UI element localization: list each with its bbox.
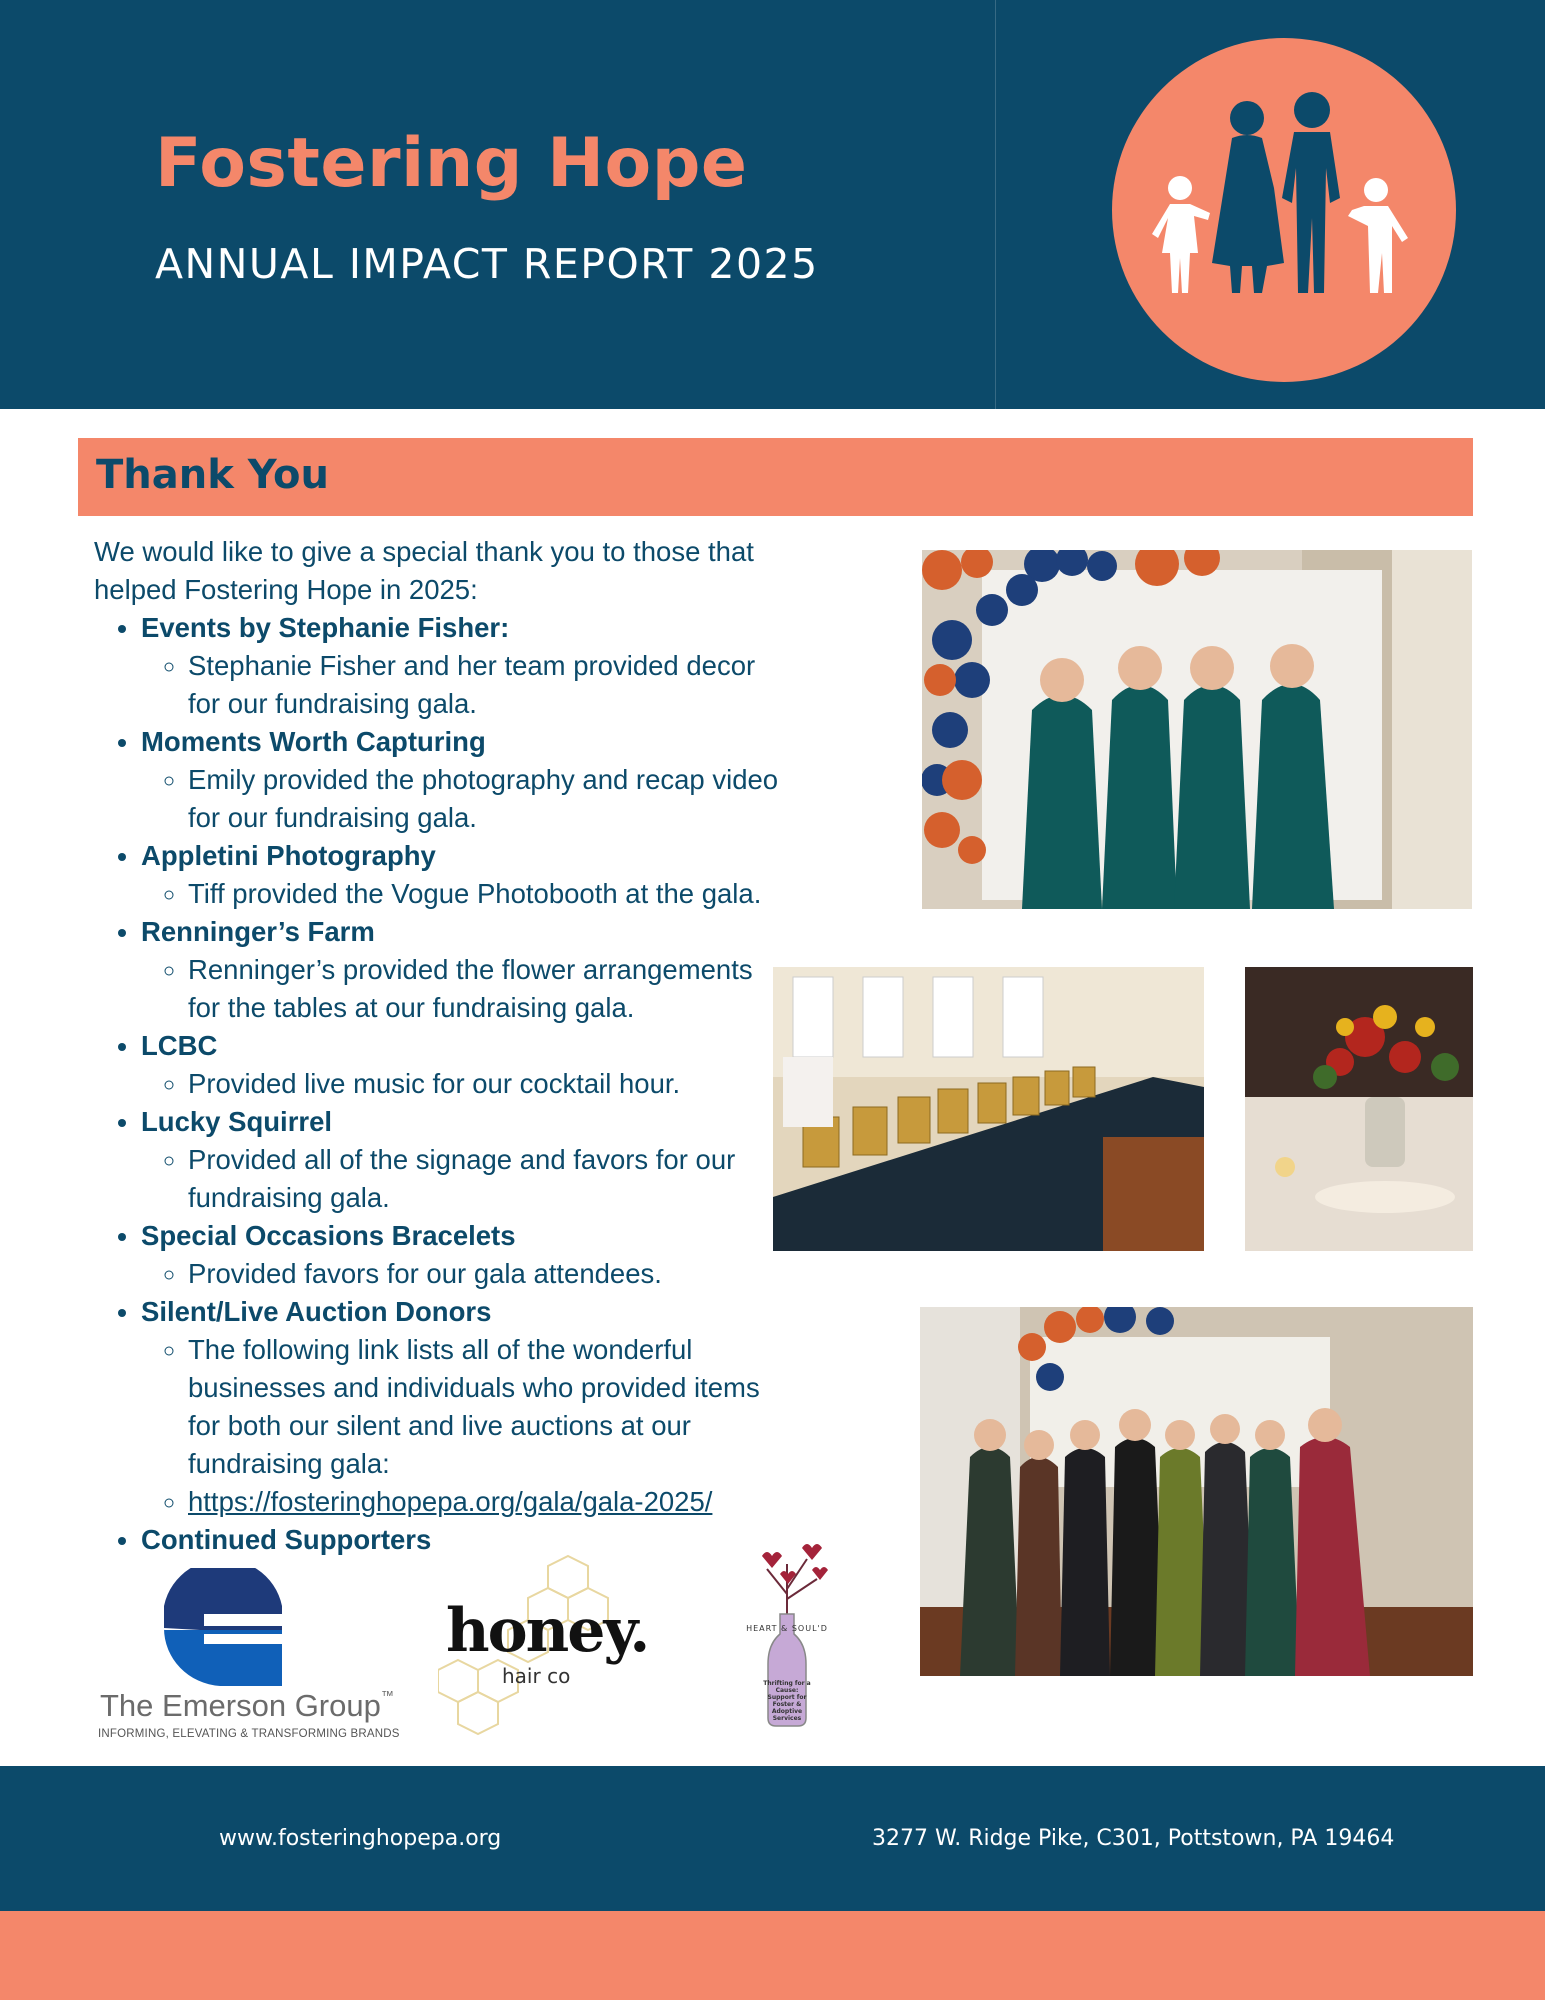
list-detail: ◦ Renninger’s provided the flower arrangements for the tables at our fundraising gala. bbox=[188, 951, 788, 1027]
gala-link[interactable]: https://fosteringhopepa.org/gala/gala-2025/ bbox=[188, 1486, 713, 1517]
supporter-name: Lucky Squirrel bbox=[141, 1106, 333, 1137]
footer-website[interactable]: www.fosteringhopepa.org bbox=[219, 1826, 502, 1851]
emerson-tagline: INFORMING, ELEVATING & TRANSFORMING BRANDS bbox=[98, 1728, 400, 1740]
honey-hair-co-logo bbox=[438, 1552, 649, 1742]
supporter-name: Continued Supporters bbox=[141, 1524, 432, 1555]
list-item bbox=[141, 1217, 794, 1293]
heart-and-sould-logo bbox=[732, 1534, 842, 1734]
emerson-tm: ™ bbox=[380, 1688, 394, 1703]
list-detail: ◦ Emily provided the photography and recap video for our fundraising gala. bbox=[188, 761, 794, 837]
supporter-name: Appletini Photography bbox=[141, 840, 436, 871]
section-banner bbox=[78, 438, 1473, 516]
list-item bbox=[141, 913, 794, 1027]
thank-you-content bbox=[94, 533, 794, 1559]
page-title: Fostering Hope bbox=[155, 124, 748, 203]
header bbox=[0, 0, 1545, 409]
list-item bbox=[141, 1293, 794, 1521]
emerson-e-icon bbox=[164, 1568, 324, 1688]
supporter-name: Silent/Live Auction Donors bbox=[141, 1296, 492, 1327]
list-detail: ◦ The following link lists all of the wonderful businesses and individuals who provided items for both our silent and live auctions at our fundraising gala: bbox=[188, 1331, 768, 1483]
section-heading: Thank You bbox=[96, 452, 330, 498]
list-detail: ◦ Provided all of the signage and favors for our fundraising gala. bbox=[188, 1141, 768, 1217]
supporter-list bbox=[94, 609, 794, 1559]
emerson-group-logo bbox=[96, 1568, 400, 1748]
supporter-name: Moments Worth Capturing bbox=[141, 726, 486, 757]
page-subtitle: ANNUAL IMPACT REPORT 2025 bbox=[155, 240, 819, 288]
header-divider bbox=[995, 0, 996, 409]
list-item bbox=[141, 609, 794, 723]
honey-wordmark: honey. bbox=[446, 1596, 649, 1666]
list-detail: ◦ Stephanie Fisher and her team provided decor for our fundraising gala. bbox=[188, 647, 794, 723]
heart-tagline: Thrifting for a Cause: Support for Foster & Adoptive Services bbox=[763, 1680, 811, 1722]
list-detail: ◦ Tiff provided the Vogue Photobooth at the gala. bbox=[188, 875, 794, 913]
intro-text: We would like to give a special thank you to those that helped Fostering Hope in 2025: bbox=[94, 536, 754, 605]
gala-photo-group-top bbox=[922, 550, 1472, 909]
supporter-name: Special Occasions Bracelets bbox=[141, 1220, 516, 1251]
supporter-name: LCBC bbox=[141, 1030, 218, 1061]
list-item bbox=[141, 1103, 794, 1217]
footer bbox=[0, 1766, 1545, 1911]
list-item bbox=[141, 723, 794, 837]
gala-photo-group-large bbox=[920, 1307, 1473, 1676]
list-detail-link bbox=[188, 1483, 768, 1521]
family-icon bbox=[1112, 38, 1456, 382]
honey-subtext: hair co bbox=[502, 1664, 571, 1688]
emerson-name: The Emerson Group™ bbox=[100, 1688, 394, 1723]
bottom-accent-bar bbox=[0, 1911, 1545, 2000]
centerpiece-photo bbox=[1245, 967, 1473, 1251]
supporter-name: Events by Stephanie Fisher: bbox=[141, 612, 510, 643]
heart-brand-text: HEART & SOUL'D bbox=[746, 1624, 828, 1633]
auction-table-photo bbox=[773, 967, 1204, 1251]
footer-address: 3277 W. Ridge Pike, C301, Pottstown, PA 19464 bbox=[872, 1826, 1395, 1851]
list-item bbox=[141, 837, 794, 913]
supporter-name: Renninger’s Farm bbox=[141, 916, 375, 947]
list-detail: ◦ Provided live music for our cocktail hour. bbox=[188, 1065, 794, 1103]
list-item bbox=[141, 1027, 794, 1103]
list-detail: ◦ Provided favors for our gala attendees. bbox=[188, 1255, 794, 1293]
